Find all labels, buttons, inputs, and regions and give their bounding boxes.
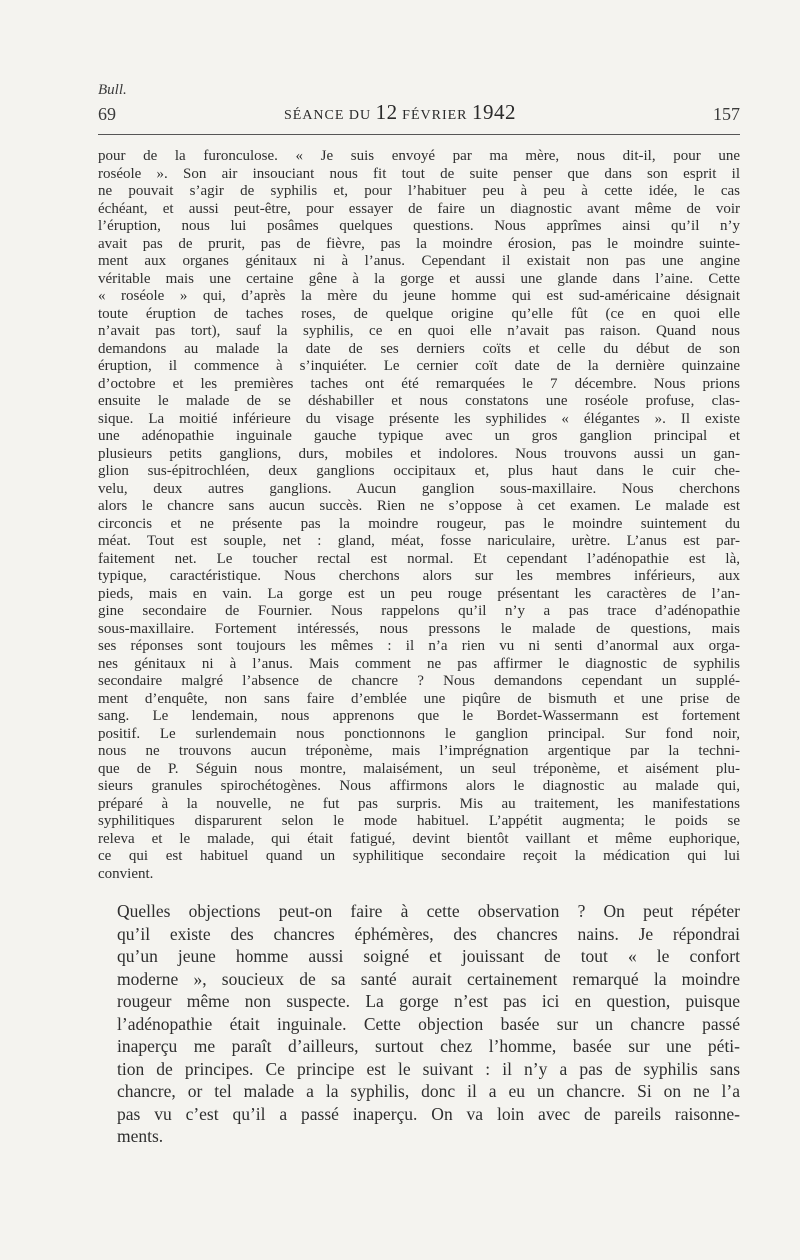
observation-line: sieurs granules spirochétogènes. Nous affirmons alors le diagnostic au malade qui, bbox=[98, 778, 740, 794]
observation-line: avait pas de prurit, pas de fièvre, pas la moindre érosion, pas le moindre suinte- bbox=[98, 235, 740, 252]
session-prefix: SÉANCE DU bbox=[283, 108, 376, 123]
observation-line: typique, caractéristique. Nous cherchons alors sur les membres inférieurs, aux bbox=[98, 568, 740, 584]
observation-line: pieds, mais en vain. La gorge est un peu rouge présentant les caractères de l’an- bbox=[98, 585, 740, 602]
observation-line: « roséole » qui, d’après la mère du jeune homme qui est sud-américaine désignait bbox=[98, 288, 740, 304]
journal-abbreviation: Bull. bbox=[98, 82, 127, 98]
observation-line: une adénopathie inguinale gauche typique avec un gros ganglion principal et bbox=[98, 428, 740, 444]
observation-line: nous ne trouvons aucun tréponème, mais l’imprégnation argentique par la techni- bbox=[98, 743, 740, 759]
observation-line: gine secondaire de Fournier. Nous rappelons qu’il n’y a pas trace d’adénopathie bbox=[98, 603, 740, 619]
observation-line: sous-maxillaire. Fortement intéressés, nous pressons le malade de questions, mais bbox=[98, 620, 740, 637]
observation-line: toute éruption de taches roses, de quelque origine qu’elle fût (ce en quoi elle bbox=[98, 305, 740, 322]
observation-line: circoncis et ne présente pas la moindre rougeur, pas le moindre suintement du bbox=[98, 515, 740, 532]
observation-line: plusieurs petits ganglions, durs, mobiles et indolores. Nous trouvons aussi un gan- bbox=[98, 445, 740, 462]
observation-line: velu, deux autres ganglions. Aucun ganglion sous-maxillaire. Nous cherchons bbox=[98, 480, 740, 497]
discussion-line: moderne », soucieux de sa santé aurait certainement remarqué la moindre bbox=[117, 968, 740, 989]
discussion-line: qu’un jeune homme aussi soigné et jouissant de tout « le confort bbox=[117, 946, 740, 966]
discussion-line: Quelles objections peut-on faire à cette observation ? On peut répéter bbox=[117, 901, 740, 921]
session-year: 1942 bbox=[472, 100, 516, 124]
observation-line: sang. Le lendemain, nous apprenons que le Bordet-Wassermann est fortement bbox=[98, 708, 740, 724]
observation-line: l’éruption, nous lui posâmes quelques questions. Nous apprîmes ainsi qu’il n’y bbox=[98, 218, 740, 234]
observation-line: ne pouvait s’agir de syphilis et, pour l’habituer peu à peu à cette idée, le cas bbox=[98, 183, 740, 199]
observation-line: ment d’enquête, non sans faire d’emblée une piqûre de bismuth et une prise de bbox=[98, 690, 740, 707]
observation-line: faitement net. Le toucher rectal est normal. Et cependant l’adénopathie est là, bbox=[98, 550, 740, 567]
discussion-line: rougeur même non suspecte. La gorge n’est pas ici en question, puisque bbox=[117, 991, 740, 1011]
observation-line: releva et le malade, qui était fatigué, devint bientôt vaillant et même euphorique, bbox=[98, 830, 740, 847]
volume-number: 69 bbox=[98, 104, 116, 124]
session-day: 12 bbox=[375, 100, 398, 124]
observation-line: convient. bbox=[98, 865, 154, 882]
discussion-line: inaperçu me paraît d’ailleurs, surtout chez l’homme, basée sur une péti- bbox=[117, 1036, 740, 1056]
observation-line: syphilitiques disparurent selon le mode habituel. L’appétit augmenta; le poids se bbox=[98, 813, 740, 829]
observation-line: méat. Tout est souple, net : gland, méat, fosse nariculaire, urètre. L’anus est par- bbox=[98, 533, 740, 549]
observation-line: éruption, il commence à s’inquiéter. Le cernier coït date de la dernière quinzaine bbox=[98, 358, 740, 374]
header-rule bbox=[98, 134, 740, 135]
observation-line: ensuite le malade de se déshabiller et nous constatons une roséole profuse, clas- bbox=[98, 393, 740, 409]
page-number: 157 bbox=[713, 104, 740, 124]
discussion-line: qu’il existe des chancres éphémères, des chancres nains. Je répondrai bbox=[117, 923, 740, 944]
observation-line: sique. La moitié inférieure du visage présente les syphilides « élégantes ». Il existe bbox=[98, 410, 740, 427]
discussion-line: tion de principes. Ce principe est le suivant : il n’y a pas de syphilis sans bbox=[117, 1058, 740, 1079]
observation-paragraph bbox=[98, 148, 740, 883]
running-header bbox=[0, 100, 800, 125]
observation-line: roséole ». Son air insouciant nous fit tout de suite penser que dans son esprit il bbox=[98, 165, 740, 182]
discussion-paragraph bbox=[117, 900, 740, 1148]
observation-line: d’octobre et les premières taches ont été remarquées le 7 décembre. Nous prions bbox=[98, 375, 740, 392]
observation-line: pour de la furonculose. « Je suis envoyé par ma mère, nous dit-il, pour une bbox=[98, 148, 740, 164]
discussion-line: l’adénopathie était inguinale. Cette objection basée sur un chancre passé bbox=[117, 1013, 740, 1034]
observation-line: préparé à la nouvelle, ne fut pas surpris. Mis au traitement, les manifestations bbox=[98, 795, 740, 812]
observation-line: ce qui est habituel quand un syphilitique secondaire reçoit la médication qui lui bbox=[98, 848, 740, 864]
observation-line: nes génitaux ni à l’anus. Mais comment ne pas affirmer le diagnostic de syphilis bbox=[98, 655, 740, 672]
observation-line: échéant, et aussi peut-être, pour essayer de faire un diagnostic avant même de voir bbox=[98, 200, 740, 217]
discussion-line: pas vu c’est qu’il a passé inaperçu. On va loin avec de pareils raisonne- bbox=[117, 1103, 740, 1124]
observation-line: demandons au malade la date de ses derniers coïts et celle du début de son bbox=[98, 340, 740, 357]
observation-line: glion sus-épitrochléen, deux ganglions occipitaux et, plus haut dans le cuir che- bbox=[98, 463, 740, 479]
observation-line: positif. Le surlendemain nous ponctionnons le ganglion principal. Sur fond noir, bbox=[98, 725, 740, 742]
discussion-line: ments. bbox=[117, 1126, 164, 1146]
observation-line: véritable mais une certaine gêne à la gorge et aussi une glande dans l’aine. Cette bbox=[98, 270, 740, 287]
discussion-line: chancre, or tel malade a la syphilis, donc il a eu un chancre. Si on ne l’a bbox=[117, 1081, 740, 1101]
observation-line: que de P. Séguin nous montre, malaisément, un seul tréponème, et aisément plu- bbox=[98, 760, 740, 777]
observation-line: alors le chancre sans aucun succès. Rien ne s’oppose à cet examen. Le malade est bbox=[98, 498, 740, 514]
observation-line: ment aux organes génitaux ni à l’anus. Cependant il existait non pas une angine bbox=[98, 253, 740, 269]
observation-line: n’avait pas tort), sauf la syphilis, ce en quoi elle n’avait pas raison. Quand nous bbox=[98, 323, 740, 339]
observation-line: secondaire malgré l’absence de chancre ? Nous demandons cependant un supplé- bbox=[98, 673, 740, 689]
session-month: FÉVRIER bbox=[397, 108, 472, 123]
observation-line: ses réponses sont toujours les mêmes : il n’a rien vu ni senti d’anormal aux orga- bbox=[98, 638, 740, 654]
